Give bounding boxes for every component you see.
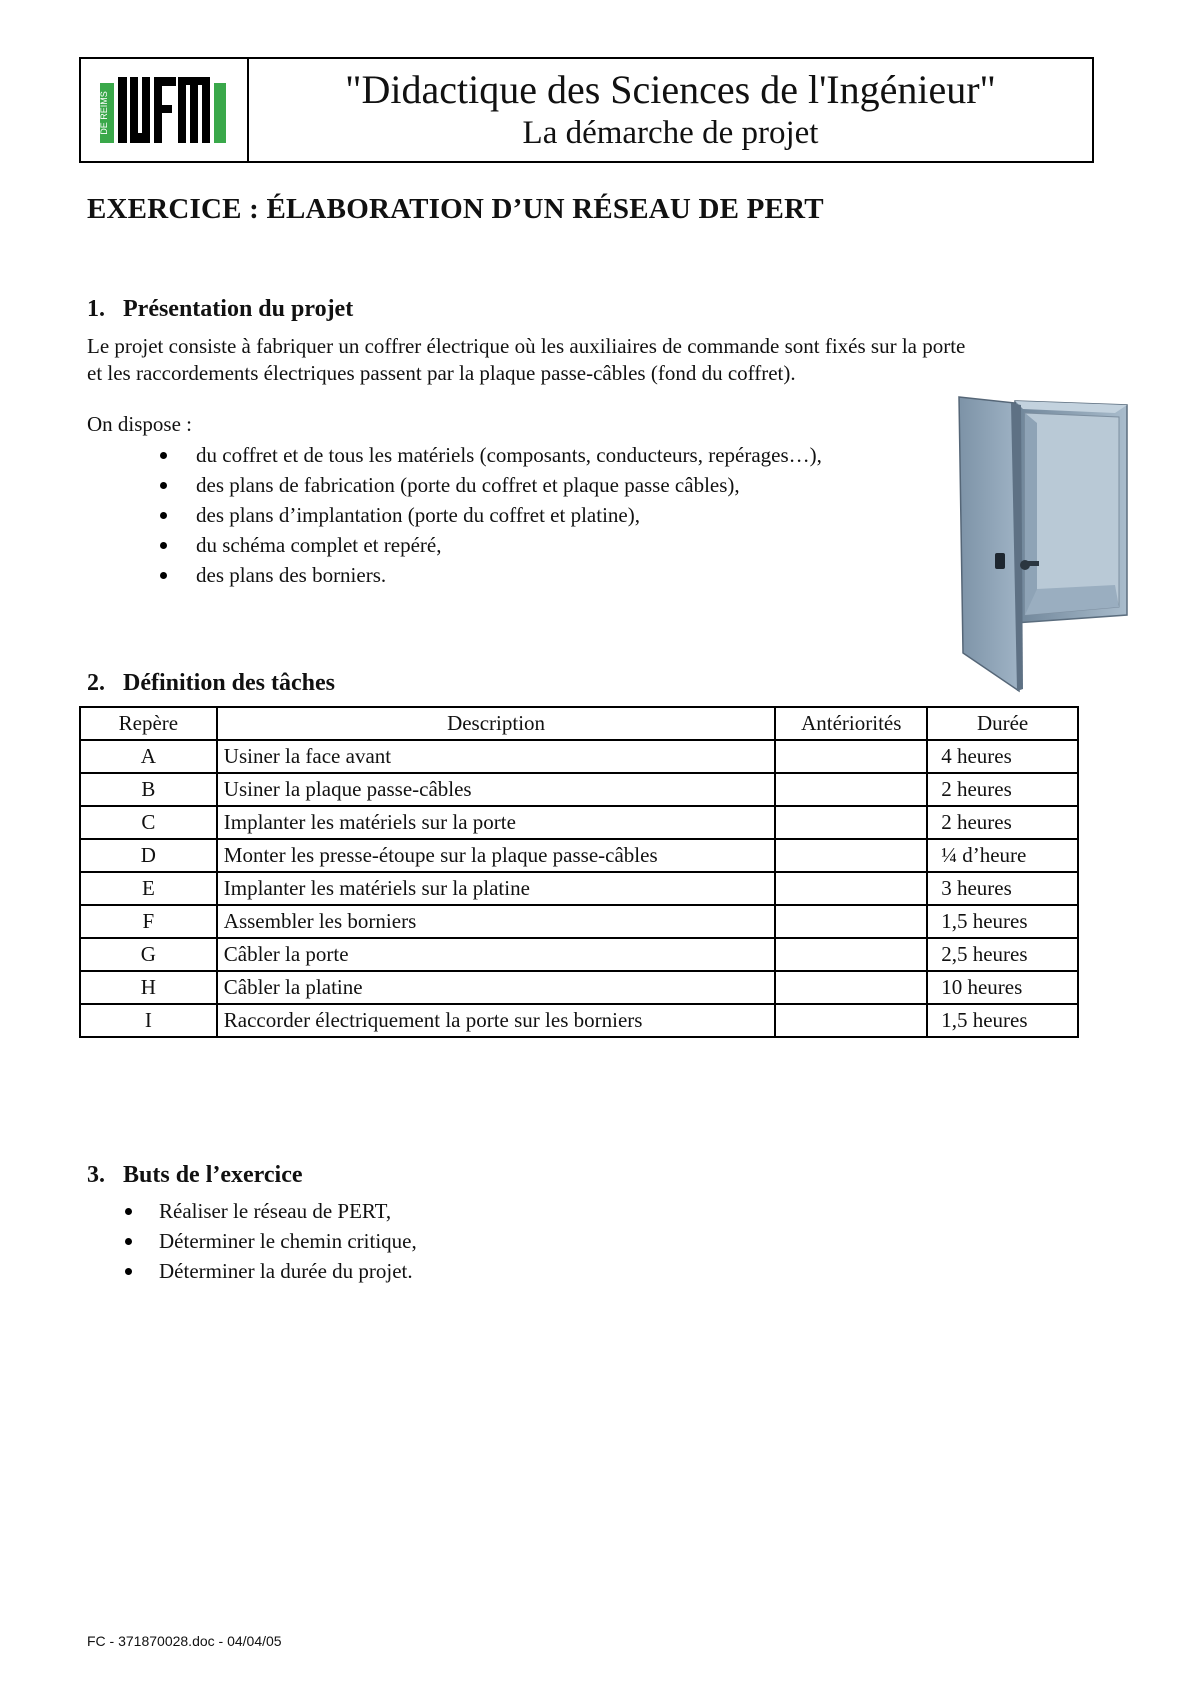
table-row: I Raccorder électriquement la porte sur les borniers 1,5 heures: [80, 1004, 1078, 1037]
list-item: Réaliser le réseau de PERT,: [125, 1196, 417, 1226]
document-title: "Didactique des Sciences de l'Ingénieur": [345, 67, 996, 112]
table-header-row: [80, 707, 1078, 740]
column-header: Description: [217, 707, 776, 740]
section2-title: Définition des tâches: [123, 670, 335, 696]
list-item: Déterminer la durée du projet.: [125, 1256, 417, 1286]
column-header: Antériorités: [775, 707, 927, 740]
table-row: B Usiner la plaque passe-câbles 2 heures: [80, 773, 1078, 806]
bullet-icon: [160, 542, 167, 549]
iufm-logo: [96, 71, 232, 149]
bullet-icon: [160, 572, 167, 579]
column-header: Repère: [80, 707, 217, 740]
section2-heading: [87, 670, 335, 697]
column-header: Durée: [927, 707, 1078, 740]
table-row: E Implanter les matériels sur la platine 3 heures: [80, 872, 1078, 905]
exercise-title: EXERCICE : ÉLABORATION D’UN RÉSEAU DE PERT: [87, 193, 824, 225]
bullet-icon: [160, 512, 167, 519]
table-row: D Monter les presse-étoupe sur la plaque passe-câbles ¼ d’heure: [80, 839, 1078, 872]
bullet-icon: [160, 452, 167, 459]
bullet-icon: [125, 1238, 132, 1245]
document-subtitle: La démarche de projet: [522, 115, 819, 151]
section3-title: Buts de l’exercice: [123, 1162, 303, 1188]
paragraph-line: Le projet consiste à fabriquer un coffrer électrique où les auxiliaires de commande sont fixés sur la porte: [87, 334, 966, 358]
table-row: G Câbler la porte 2,5 heures: [80, 938, 1078, 971]
logo-text: IUFM: [96, 71, 99, 72]
list-item: des plans des borniers.: [160, 560, 822, 590]
list-item: des plans d’implantation (porte du coffret et platine),: [160, 500, 822, 530]
electrical-cabinet-image: [955, 393, 1133, 695]
section1-title: Présentation du projet: [123, 296, 354, 322]
section1-paragraph: [87, 333, 1127, 387]
section2-number: 2.: [87, 670, 105, 696]
table-row: A Usiner la face avant 4 heures: [80, 740, 1078, 773]
svg-text:DE REIMS: DE REIMS: [99, 91, 109, 135]
list-item: Déterminer le chemin critique,: [125, 1226, 417, 1256]
table-row: H Câbler la platine 10 heures: [80, 971, 1078, 1004]
logo-cell: [81, 59, 249, 161]
title-cell: [249, 59, 1092, 161]
section1-intro: On dispose :: [87, 412, 192, 436]
page-footer: FC - 371870028.doc - 04/04/05: [87, 1633, 282, 1649]
section3-list: [125, 1196, 417, 1286]
section1-list: [160, 440, 822, 590]
section1-heading: [87, 296, 353, 323]
section1-number: 1.: [87, 296, 105, 322]
table-row: F Assembler les borniers 1,5 heures: [80, 905, 1078, 938]
section3-number: 3.: [87, 1162, 105, 1188]
bullet-icon: [125, 1268, 132, 1275]
list-item: du schéma complet et repéré,: [160, 530, 822, 560]
tasks-table: [79, 706, 1079, 1038]
bullet-icon: [125, 1208, 132, 1215]
section3-heading: [87, 1162, 303, 1189]
table-row: C Implanter les matériels sur la porte 2 heures: [80, 806, 1078, 839]
bullet-icon: [160, 482, 167, 489]
list-item: du coffret et de tous les matériels (composants, conducteurs, repérages…),: [160, 440, 822, 470]
paragraph-line: et les raccordements électriques passent par la plaque passe-câbles (fond du coffret).: [87, 361, 796, 385]
document-header: [79, 57, 1094, 163]
list-item: des plans de fabrication (porte du coffret et plaque passe câbles),: [160, 470, 822, 500]
